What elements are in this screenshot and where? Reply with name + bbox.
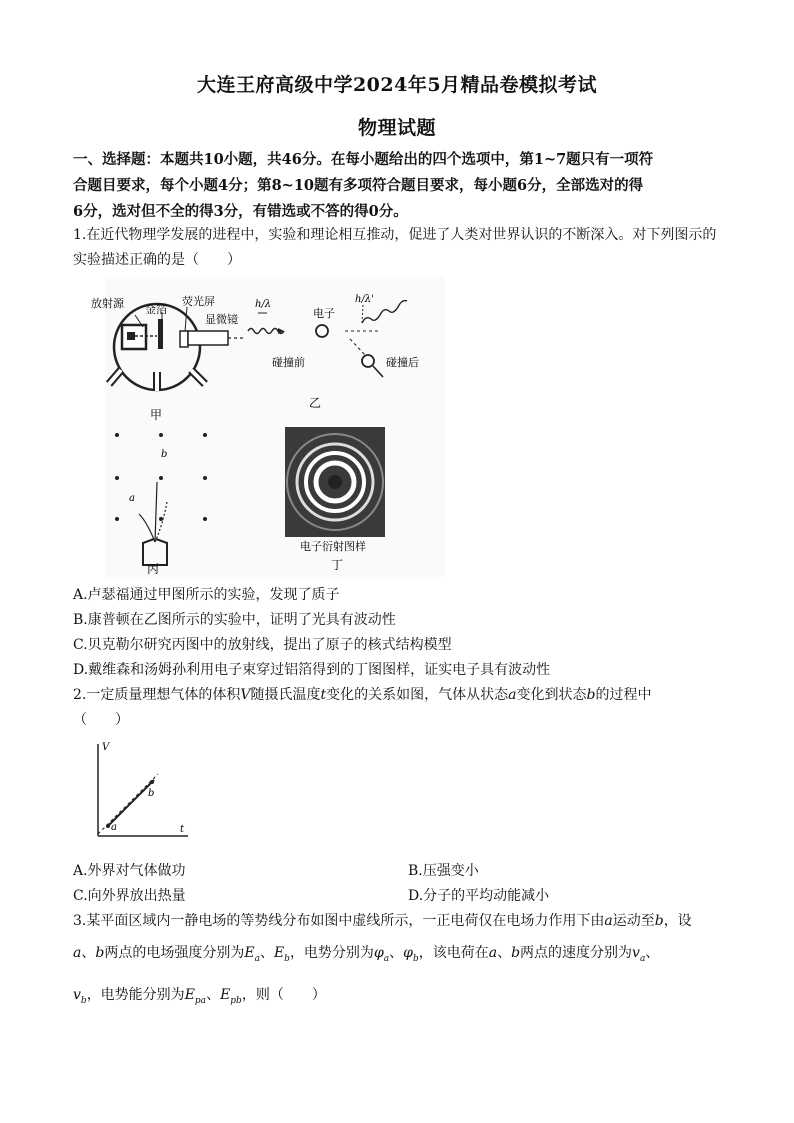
- q2-graph-point-b: b: [148, 788, 155, 799]
- q1-stem-line-2: 实验描述正确的是（ ）: [73, 252, 241, 268]
- section-instructions-line-2: 合题目要求，每个小题4分；第8~10题有多项符合题目要求，每小题6分，全部选对的得: [73, 177, 644, 194]
- exam-subtitle: 物理试题: [357, 117, 436, 139]
- q2-option-b[interactable]: B.压强变小: [408, 863, 479, 879]
- q3-sym-phib-sub: b: [412, 953, 419, 964]
- q3-var-b: b: [95, 945, 105, 961]
- q3-var-a: a: [73, 945, 82, 961]
- fig-ding-label: 电子衍射图样: [300, 540, 366, 553]
- fig-yi-h-lambda-prime: h/λ': [355, 294, 374, 305]
- fig-yi-caption: 乙: [309, 396, 322, 410]
- q3-stem-line-2: [73, 942, 659, 964]
- q3-sym-va: v: [632, 945, 640, 961]
- q1-stem-line-1: 1.在近代物理学发展的进程中，实验和理论相互推动，促进了人类对世界认识的不断深入。对下列图示的: [73, 227, 717, 243]
- q3-sym-vb: v: [73, 987, 81, 1003]
- q2-option-d[interactable]: D.分子的平均动能减小: [408, 888, 550, 904]
- q1-option-a[interactable]: A.卢瑟福通过甲图所示的实验，发现了质子: [73, 587, 340, 603]
- fig-ding-diffraction: [285, 427, 385, 537]
- q2-stem-part: 变化的关系如图，气体从状态: [326, 687, 509, 703]
- q3-stem-line-3: [73, 984, 326, 1006]
- q3-sym-eb: E: [273, 945, 285, 961]
- fig-bing-label-a: a: [129, 493, 135, 504]
- q3-stem-part: ，设: [663, 913, 692, 929]
- q3-var-a: a: [488, 945, 498, 961]
- q1-option-c[interactable]: C.贝克勒尔研究丙图中的放射线，提出了原子的核式结构模型: [73, 637, 452, 653]
- q3-stem-line-1: [73, 910, 692, 930]
- q3-stem-part: ，电势能分别为: [86, 987, 185, 1003]
- fig-yi-before-label: 碰撞前: [272, 356, 305, 369]
- fig-jia-microscope-label: 显微镜: [205, 313, 238, 326]
- q3-stem-part: ，电势分别为: [289, 945, 374, 961]
- q3-sym-vb-sub: b: [80, 995, 87, 1006]
- q2-stem-part: 随摄氏温度: [250, 687, 321, 703]
- q3-stem-part: ，则（ ）: [241, 987, 326, 1003]
- q3-sep: 、: [206, 987, 221, 1003]
- q3-sym-epb-sub: pb: [230, 995, 242, 1006]
- q3-sym-ea: E: [244, 945, 255, 961]
- fig-yi-after-label: 碰撞后: [386, 356, 419, 369]
- q1-option-b[interactable]: B.康普顿在乙图所示的实验中，证明了光具有波动性: [73, 612, 396, 628]
- q2-var-v: V: [240, 687, 251, 703]
- q3-sym-phia: φ: [373, 945, 384, 961]
- q2-var-a: a: [508, 687, 517, 703]
- fig-yi-h-lambda: h/λ: [255, 299, 272, 310]
- q2-vt-graph: [90, 738, 200, 848]
- q3-sym-phia-sub: a: [383, 953, 390, 964]
- q3-sep: 、: [645, 945, 660, 961]
- q3-sym-va-sub: a: [639, 953, 646, 964]
- q3-var-b: b: [511, 945, 521, 961]
- q2-stem-part: 的过程中: [595, 687, 652, 703]
- section-instructions-line-1: 一、选择题：本题共10小题，共46分。在每小题给出的四个选项中，第1~7题只有一项符: [73, 151, 654, 168]
- q3-stem-part: 两点的速度分别为: [520, 945, 633, 961]
- q2-option-a[interactable]: A.外界对气体做功: [73, 863, 186, 879]
- q2-graph-point-a: a: [111, 822, 117, 833]
- q2-option-c[interactable]: C.向外界放出热量: [73, 888, 186, 904]
- q2-stem-line-2: （ ）: [73, 712, 129, 728]
- q2-stem-part: 2.一定质量理想气体的体积: [73, 687, 241, 703]
- fig-ding-caption: 丁: [331, 558, 344, 572]
- q3-stem-part: 两点的电场强度分别为: [104, 945, 245, 961]
- q3-sym-epa-sub: pa: [194, 995, 207, 1006]
- exam-title: 大连王府高级中学2024年5月精品卷模拟考试: [196, 74, 598, 96]
- q2-var-t: t: [320, 687, 327, 703]
- fig-jia-caption: 甲: [150, 408, 163, 422]
- q3-var-a: a: [604, 913, 613, 929]
- q3-stem-part: 运动至: [612, 913, 655, 929]
- q3-stem-part: 、: [497, 945, 512, 961]
- fig-yi-electron-label: 电子: [313, 307, 335, 320]
- q3-sep: 、: [259, 945, 274, 961]
- fig-jia-screen-label: 荧光屏: [182, 295, 215, 308]
- q2-var-b: b: [586, 687, 596, 703]
- q2-graph-xlabel: t: [180, 824, 185, 835]
- section-instructions-line-3: 6分，选对但不全的得3分，有错选或不答的得0分。: [73, 203, 408, 220]
- q3-sym-phib: φ: [403, 945, 413, 961]
- q3-sym-epa: E: [184, 987, 195, 1003]
- q3-stem-part: 、: [81, 945, 96, 961]
- fig-bing-caption: 丙: [147, 562, 160, 576]
- q1-figure: [91, 277, 445, 577]
- q2-stem-line-1: [73, 684, 651, 704]
- q3-sym-epb: E: [220, 987, 231, 1003]
- q3-sym-ea-sub: a: [254, 953, 260, 964]
- q3-var-b: b: [654, 913, 664, 929]
- q2-stem-part: 变化到状态: [516, 687, 587, 703]
- q2-graph-ylabel: V: [102, 742, 110, 753]
- fig-bing-label-b: b: [161, 449, 168, 460]
- q3-sep: 、: [389, 945, 404, 961]
- q1-option-d[interactable]: D.戴维森和汤姆孙利用电子束穿过铝箔得到的丁图图样，证实电子具有波动性: [73, 662, 551, 678]
- q3-stem-part: ，该电荷在: [418, 945, 489, 961]
- fig-jia-foil-label: 金箔: [145, 303, 167, 316]
- q3-stem-part: 3.某平面区域内一静电场的等势线分布如图中虚线所示，一正电荷仅在电场力作用下由: [73, 913, 605, 929]
- fig-jia-source-label: 放射源: [91, 297, 124, 310]
- q3-sym-eb-sub: b: [284, 953, 290, 964]
